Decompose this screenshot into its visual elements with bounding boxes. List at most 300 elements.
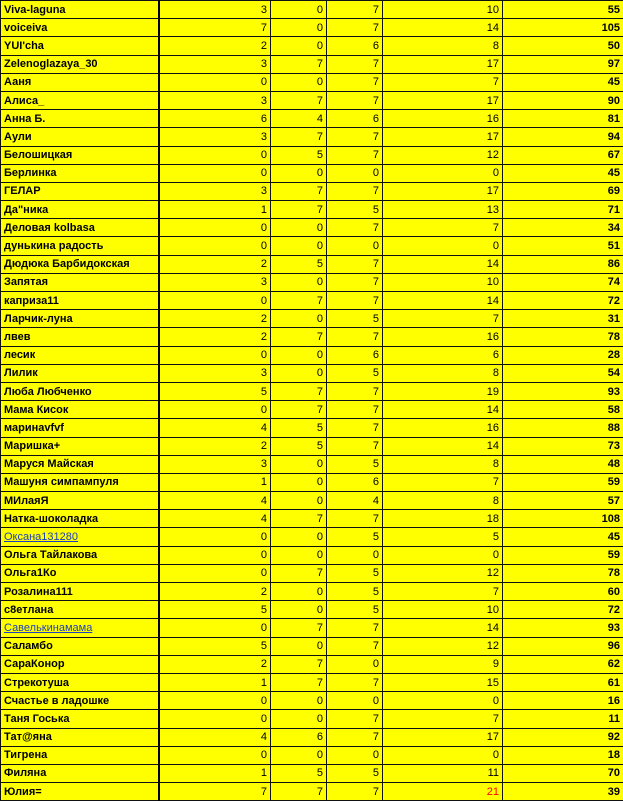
score-cell-d: 7 xyxy=(383,73,503,91)
score-cell-b: 5 xyxy=(271,146,327,164)
score-cell-a: 0 xyxy=(159,146,271,164)
score-cell-a: 2 xyxy=(159,328,271,346)
score-cell-a: 3 xyxy=(159,182,271,200)
total-score-cell: 96 xyxy=(503,637,623,655)
table-row xyxy=(1,437,623,455)
participant-name: маринаvfvf xyxy=(1,419,159,437)
score-cell-c: 7 xyxy=(327,273,383,291)
score-cell-c: 5 xyxy=(327,564,383,582)
participant-name: Ольга Тайлакова xyxy=(1,546,159,564)
score-cell-d: 13 xyxy=(383,201,503,219)
score-cell-c: 5 xyxy=(327,310,383,328)
participant-name: Белошицкая xyxy=(1,146,159,164)
score-cell-a: 0 xyxy=(159,346,271,364)
table-row xyxy=(1,237,623,255)
score-cell-b: 6 xyxy=(271,728,327,746)
score-cell-a: 0 xyxy=(159,746,271,764)
table-row xyxy=(1,37,623,55)
total-score-cell: 45 xyxy=(503,164,623,182)
score-cell-c: 7 xyxy=(327,91,383,109)
table-row xyxy=(1,346,623,364)
score-cell-b: 0 xyxy=(271,601,327,619)
total-score-cell: 45 xyxy=(503,73,623,91)
score-cell-a: 5 xyxy=(159,601,271,619)
score-cell-a: 3 xyxy=(159,128,271,146)
table-row xyxy=(1,382,623,400)
score-cell-c: 0 xyxy=(327,546,383,564)
score-cell-c: 6 xyxy=(327,110,383,128)
score-cell-d: 16 xyxy=(383,328,503,346)
score-cell-d: 16 xyxy=(383,110,503,128)
score-cell-d: 15 xyxy=(383,673,503,691)
score-cell-d: 19 xyxy=(383,382,503,400)
score-cell-d: 14 xyxy=(383,19,503,37)
table-row xyxy=(1,510,623,528)
participant-name: voiceiva xyxy=(1,19,159,37)
participant-name: Лилик xyxy=(1,364,159,382)
score-cell-b: 7 xyxy=(271,91,327,109)
score-cell-a: 1 xyxy=(159,673,271,691)
total-score-cell: 86 xyxy=(503,255,623,273)
score-cell-d: 6 xyxy=(383,346,503,364)
score-cell-c: 7 xyxy=(327,73,383,91)
participant-name: Берлинка xyxy=(1,164,159,182)
score-cell-a: 3 xyxy=(159,273,271,291)
score-cell-c: 7 xyxy=(327,55,383,73)
participant-name: Viva-laguna xyxy=(1,1,159,19)
score-cell-a: 4 xyxy=(159,510,271,528)
total-score-cell: 51 xyxy=(503,237,623,255)
score-cell-b: 5 xyxy=(271,437,327,455)
score-cell-a: 2 xyxy=(159,310,271,328)
table-row xyxy=(1,310,623,328)
score-cell-b: 0 xyxy=(271,273,327,291)
participant-name: Запятая xyxy=(1,273,159,291)
score-table-body xyxy=(1,1,623,801)
total-score-cell: 48 xyxy=(503,455,623,473)
total-score-cell: 92 xyxy=(503,728,623,746)
score-cell-a: 0 xyxy=(159,237,271,255)
total-score-cell: 16 xyxy=(503,692,623,710)
participant-name: дунькина радость xyxy=(1,237,159,255)
total-score-cell: 93 xyxy=(503,619,623,637)
participant-name: Саламбо xyxy=(1,637,159,655)
total-score-cell: 34 xyxy=(503,219,623,237)
participant-name: СараКонор xyxy=(1,655,159,673)
score-cell-b: 7 xyxy=(271,201,327,219)
total-score-cell: 72 xyxy=(503,292,623,310)
table-row xyxy=(1,401,623,419)
table-row xyxy=(1,255,623,273)
score-cell-c: 7 xyxy=(327,1,383,19)
table-row xyxy=(1,110,623,128)
score-cell-d: 9 xyxy=(383,655,503,673)
score-cell-d: 5 xyxy=(383,528,503,546)
score-cell-c: 0 xyxy=(327,692,383,710)
participant-name: с8етлана xyxy=(1,601,159,619)
table-row xyxy=(1,219,623,237)
total-score-cell: 97 xyxy=(503,55,623,73)
score-cell-c: 6 xyxy=(327,37,383,55)
score-cell-a: 1 xyxy=(159,473,271,491)
score-cell-a: 2 xyxy=(159,655,271,673)
score-cell-c: 5 xyxy=(327,601,383,619)
score-cell-c: 5 xyxy=(327,583,383,601)
score-cell-d: 10 xyxy=(383,273,503,291)
score-cell-c: 7 xyxy=(327,728,383,746)
table-row xyxy=(1,619,623,637)
participant-name: Ааня xyxy=(1,73,159,91)
score-cell-a: 5 xyxy=(159,637,271,655)
table-row xyxy=(1,583,623,601)
score-cell-c: 7 xyxy=(327,128,383,146)
score-cell-c: 7 xyxy=(327,710,383,728)
score-cell-c: 5 xyxy=(327,764,383,782)
score-cell-b: 7 xyxy=(271,292,327,310)
total-score-cell: 50 xyxy=(503,37,623,55)
score-cell-c: 6 xyxy=(327,346,383,364)
score-cell-b: 0 xyxy=(271,473,327,491)
score-cell-b: 0 xyxy=(271,692,327,710)
total-score-cell: 90 xyxy=(503,91,623,109)
participant-name: МИлаяЯ xyxy=(1,492,159,510)
table-row xyxy=(1,710,623,728)
score-cell-c: 7 xyxy=(327,637,383,655)
score-cell-b: 4 xyxy=(271,110,327,128)
table-row xyxy=(1,128,623,146)
score-cell-c: 6 xyxy=(327,473,383,491)
score-cell-c: 7 xyxy=(327,19,383,37)
table-row xyxy=(1,546,623,564)
participant-name: Тигрена xyxy=(1,746,159,764)
table-row xyxy=(1,564,623,582)
participant-name: Да"ника xyxy=(1,201,159,219)
score-cell-d: 11 xyxy=(383,764,503,782)
score-cell-a: 0 xyxy=(159,710,271,728)
total-score-cell: 11 xyxy=(503,710,623,728)
score-cell-d: 8 xyxy=(383,455,503,473)
score-cell-c: 7 xyxy=(327,401,383,419)
score-cell-b: 0 xyxy=(271,1,327,19)
participant-name: Мама Кисок xyxy=(1,401,159,419)
participant-name-link[interactable]: Оксана131280 xyxy=(1,528,159,546)
score-cell-c: 0 xyxy=(327,655,383,673)
total-score-cell: 88 xyxy=(503,419,623,437)
table-row xyxy=(1,55,623,73)
participant-name: Маришка+ xyxy=(1,437,159,455)
table-row xyxy=(1,146,623,164)
total-score-cell: 74 xyxy=(503,273,623,291)
score-cell-d: 17 xyxy=(383,182,503,200)
score-cell-a: 0 xyxy=(159,73,271,91)
table-row xyxy=(1,201,623,219)
participant-name: Zelenoglazaya_30 xyxy=(1,55,159,73)
table-row xyxy=(1,19,623,37)
participant-name: YUI'cha xyxy=(1,37,159,55)
score-cell-c: 7 xyxy=(327,328,383,346)
score-cell-d: 12 xyxy=(383,146,503,164)
score-cell-d: 14 xyxy=(383,401,503,419)
table-row xyxy=(1,1,623,19)
participant-name: Счастье в ладошке xyxy=(1,692,159,710)
total-score-cell: 58 xyxy=(503,401,623,419)
score-cell-b: 0 xyxy=(271,164,327,182)
total-score-cell: 93 xyxy=(503,382,623,400)
score-cell-b: 0 xyxy=(271,528,327,546)
table-row xyxy=(1,91,623,109)
score-cell-d: 16 xyxy=(383,419,503,437)
total-score-cell: 71 xyxy=(503,201,623,219)
participant-name: Анна Б. xyxy=(1,110,159,128)
score-cell-a: 0 xyxy=(159,528,271,546)
participant-name: Стрекотуша xyxy=(1,673,159,691)
table-row xyxy=(1,473,623,491)
score-cell-b: 7 xyxy=(271,783,327,801)
score-cell-d: 0 xyxy=(383,546,503,564)
table-row xyxy=(1,328,623,346)
score-cell-b: 0 xyxy=(271,237,327,255)
participant-name: Люба Любченко xyxy=(1,382,159,400)
score-cell-c: 7 xyxy=(327,292,383,310)
participant-name: Тат@яна xyxy=(1,728,159,746)
score-cell-a: 0 xyxy=(159,692,271,710)
table-row xyxy=(1,164,623,182)
score-cell-c: 0 xyxy=(327,237,383,255)
score-cell-d: 7 xyxy=(383,310,503,328)
table-row xyxy=(1,601,623,619)
score-cell-d: 7 xyxy=(383,473,503,491)
score-cell-d: 17 xyxy=(383,728,503,746)
score-cell-b: 7 xyxy=(271,655,327,673)
total-score-cell: 67 xyxy=(503,146,623,164)
score-cell-c: 7 xyxy=(327,219,383,237)
score-cell-b: 0 xyxy=(271,364,327,382)
table-row xyxy=(1,73,623,91)
score-cell-c: 0 xyxy=(327,746,383,764)
score-cell-b: 7 xyxy=(271,128,327,146)
participant-name: Дюдюка Барбидокская xyxy=(1,255,159,273)
table-row xyxy=(1,364,623,382)
participant-name: Таня Госька xyxy=(1,710,159,728)
score-cell-d: 8 xyxy=(383,364,503,382)
participant-name: Розалина111 xyxy=(1,583,159,601)
score-cell-d: 12 xyxy=(383,637,503,655)
score-cell-a: 0 xyxy=(159,619,271,637)
score-cell-d: 8 xyxy=(383,37,503,55)
table-row xyxy=(1,655,623,673)
total-score-cell: 59 xyxy=(503,546,623,564)
table-row xyxy=(1,746,623,764)
table-row xyxy=(1,292,623,310)
total-score-cell: 60 xyxy=(503,583,623,601)
score-cell-a: 1 xyxy=(159,201,271,219)
table-row xyxy=(1,673,623,691)
total-score-cell: 28 xyxy=(503,346,623,364)
score-cell-c: 7 xyxy=(327,619,383,637)
score-cell-d: 14 xyxy=(383,619,503,637)
score-cell-d: 17 xyxy=(383,55,503,73)
total-score-cell: 73 xyxy=(503,437,623,455)
score-cell-a: 4 xyxy=(159,419,271,437)
participant-name: Ольга1Ко xyxy=(1,564,159,582)
total-score-cell: 69 xyxy=(503,182,623,200)
score-cell-d: 12 xyxy=(383,564,503,582)
table-row xyxy=(1,764,623,782)
score-cell-b: 7 xyxy=(271,55,327,73)
table-row xyxy=(1,783,623,801)
score-cell-a: 3 xyxy=(159,455,271,473)
score-cell-b: 0 xyxy=(271,455,327,473)
score-cell-d: 14 xyxy=(383,292,503,310)
table-row xyxy=(1,273,623,291)
score-cell-d: 8 xyxy=(383,492,503,510)
score-cell-d: 14 xyxy=(383,255,503,273)
score-cell-a: 0 xyxy=(159,292,271,310)
score-cell-b: 7 xyxy=(271,510,327,528)
table-row xyxy=(1,492,623,510)
table-row xyxy=(1,637,623,655)
total-score-cell: 61 xyxy=(503,673,623,691)
participant-name: Юлия= xyxy=(1,783,159,801)
table-row xyxy=(1,455,623,473)
score-cell-c: 4 xyxy=(327,492,383,510)
score-cell-b: 7 xyxy=(271,401,327,419)
score-cell-c: 5 xyxy=(327,528,383,546)
score-cell-d: 0 xyxy=(383,692,503,710)
table-row xyxy=(1,528,623,546)
score-cell-c: 7 xyxy=(327,146,383,164)
participant-name: Натка-шоколадка xyxy=(1,510,159,528)
score-cell-c: 0 xyxy=(327,164,383,182)
score-cell-c: 5 xyxy=(327,201,383,219)
score-cell-b: 0 xyxy=(271,219,327,237)
score-cell-d: 14 xyxy=(383,437,503,455)
score-cell-b: 0 xyxy=(271,492,327,510)
score-cell-d: 17 xyxy=(383,128,503,146)
total-score-cell: 18 xyxy=(503,746,623,764)
score-cell-d: 18 xyxy=(383,510,503,528)
score-cell-b: 0 xyxy=(271,346,327,364)
score-cell-d: 0 xyxy=(383,237,503,255)
score-cell-b: 0 xyxy=(271,710,327,728)
score-cell-b: 0 xyxy=(271,19,327,37)
score-cell-d: 10 xyxy=(383,1,503,19)
score-cell-a: 2 xyxy=(159,583,271,601)
score-cell-b: 0 xyxy=(271,37,327,55)
score-cell-a: 0 xyxy=(159,564,271,582)
score-cell-c: 7 xyxy=(327,673,383,691)
score-cell-a: 0 xyxy=(159,219,271,237)
score-cell-a: 4 xyxy=(159,492,271,510)
participant-name: ГЕЛАР xyxy=(1,182,159,200)
participant-name: Маруся Майская xyxy=(1,455,159,473)
score-cell-d: 7 xyxy=(383,583,503,601)
participant-name: Аули xyxy=(1,128,159,146)
score-cell-d: 0 xyxy=(383,164,503,182)
score-cell-a: 7 xyxy=(159,783,271,801)
total-score-cell: 62 xyxy=(503,655,623,673)
score-cell-d: 21 xyxy=(383,783,503,801)
score-cell-c: 7 xyxy=(327,419,383,437)
score-cell-c: 7 xyxy=(327,783,383,801)
score-cell-b: 7 xyxy=(271,619,327,637)
participant-name-link[interactable]: Савелькинамама xyxy=(1,619,159,637)
total-score-cell: 59 xyxy=(503,473,623,491)
total-score-cell: 72 xyxy=(503,601,623,619)
score-cell-c: 7 xyxy=(327,382,383,400)
total-score-cell: 94 xyxy=(503,128,623,146)
total-score-cell: 105 xyxy=(503,19,623,37)
score-cell-c: 7 xyxy=(327,182,383,200)
score-cell-b: 5 xyxy=(271,419,327,437)
total-score-cell: 78 xyxy=(503,564,623,582)
score-cell-b: 0 xyxy=(271,546,327,564)
score-cell-d: 17 xyxy=(383,91,503,109)
score-cell-a: 4 xyxy=(159,728,271,746)
score-cell-a: 3 xyxy=(159,364,271,382)
score-cell-c: 5 xyxy=(327,364,383,382)
score-cell-b: 5 xyxy=(271,764,327,782)
total-score-cell: 108 xyxy=(503,510,623,528)
score-cell-a: 3 xyxy=(159,55,271,73)
score-cell-b: 5 xyxy=(271,255,327,273)
score-cell-a: 0 xyxy=(159,401,271,419)
table-row xyxy=(1,728,623,746)
participant-name: лесик xyxy=(1,346,159,364)
total-score-cell: 78 xyxy=(503,328,623,346)
total-score-cell: 54 xyxy=(503,364,623,382)
score-cell-a: 3 xyxy=(159,91,271,109)
table-row xyxy=(1,692,623,710)
score-cell-b: 0 xyxy=(271,73,327,91)
score-cell-b: 7 xyxy=(271,328,327,346)
total-score-cell: 81 xyxy=(503,110,623,128)
score-cell-a: 1 xyxy=(159,764,271,782)
table-row xyxy=(1,419,623,437)
score-cell-b: 7 xyxy=(271,182,327,200)
total-score-cell: 70 xyxy=(503,764,623,782)
score-cell-a: 2 xyxy=(159,37,271,55)
score-cell-a: 3 xyxy=(159,1,271,19)
score-cell-a: 2 xyxy=(159,437,271,455)
score-cell-b: 0 xyxy=(271,746,327,764)
participant-name: Филяна xyxy=(1,764,159,782)
score-cell-b: 0 xyxy=(271,310,327,328)
score-cell-d: 10 xyxy=(383,601,503,619)
total-score-cell: 31 xyxy=(503,310,623,328)
score-cell-b: 0 xyxy=(271,583,327,601)
score-cell-a: 0 xyxy=(159,164,271,182)
total-score-cell: 45 xyxy=(503,528,623,546)
total-score-cell: 39 xyxy=(503,783,623,801)
score-cell-c: 7 xyxy=(327,510,383,528)
score-cell-d: 7 xyxy=(383,219,503,237)
participant-name: Ларчик-луна xyxy=(1,310,159,328)
score-cell-a: 2 xyxy=(159,255,271,273)
score-cell-a: 7 xyxy=(159,19,271,37)
score-cell-c: 7 xyxy=(327,255,383,273)
table-row xyxy=(1,182,623,200)
participant-name: Машуня симпампуля xyxy=(1,473,159,491)
score-cell-b: 7 xyxy=(271,382,327,400)
score-cell-a: 0 xyxy=(159,546,271,564)
participant-name: Деловая kolbasa xyxy=(1,219,159,237)
participant-name: каприза11 xyxy=(1,292,159,310)
total-score-cell: 55 xyxy=(503,1,623,19)
score-cell-b: 7 xyxy=(271,564,327,582)
score-cell-d: 0 xyxy=(383,746,503,764)
score-cell-c: 7 xyxy=(327,437,383,455)
